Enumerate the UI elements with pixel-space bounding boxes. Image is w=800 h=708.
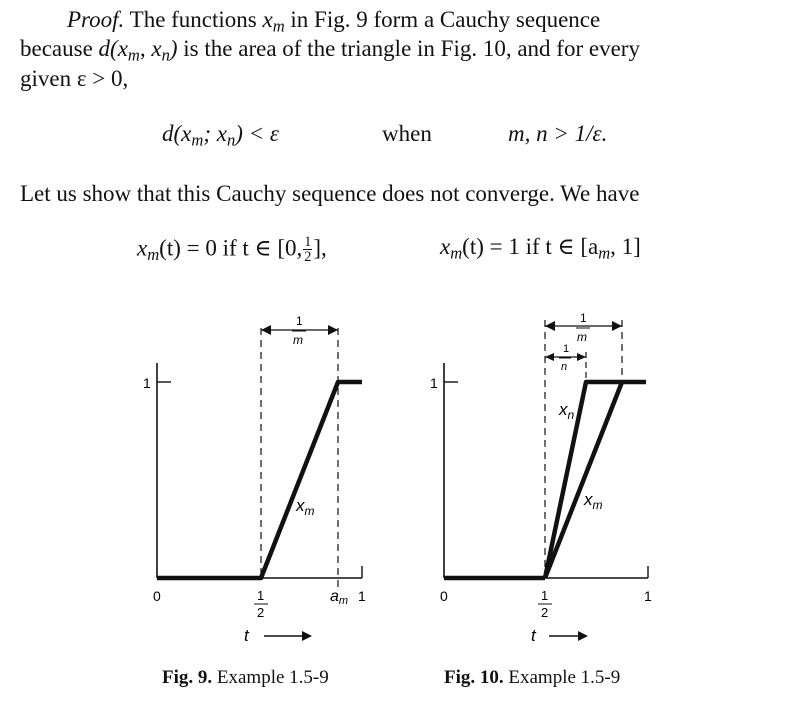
- fig10-width-m-head-left: [545, 321, 555, 331]
- fig10-width-m-head-right: [612, 321, 622, 331]
- proof-label: Proof.: [67, 7, 125, 32]
- text-segment: The functions: [129, 7, 257, 32]
- fig9-t-label: t: [244, 626, 249, 645]
- fig9-t-arrowhead: [302, 631, 312, 641]
- fig10-x-zero-label: 0: [440, 588, 448, 604]
- fig9-curve-xm: [157, 382, 362, 578]
- fig10-width-n-head-right: [577, 353, 586, 361]
- fig9-x-half-num: 1: [257, 588, 265, 603]
- fig10-width-m-den: m: [577, 330, 587, 344]
- fig9-width-num: 1: [296, 314, 303, 328]
- display-equation-lhs: $d(x_m$; $x_n) < \varepsilon$: [162, 121, 279, 150]
- fig9-arrowhead-right: [328, 325, 338, 335]
- fig9-caption-text: Example 1.5-9: [216, 667, 329, 688]
- text-segment: in Fig. 9 form a Cauchy sequence: [290, 7, 601, 32]
- fig9-curve-label: $x_m$: [296, 496, 315, 518]
- fig10-labels: [430, 311, 652, 645]
- display-equation-rhs: m, n > 1/ε.: [508, 121, 608, 146]
- fig10-width-n-head-left: [545, 353, 554, 361]
- fig10-width-n-den: n: [561, 361, 568, 373]
- fig10-width-m-num: 1: [580, 311, 587, 325]
- fig10-caption-label: Fig. 10.: [444, 667, 504, 688]
- text-segment: is the area of the triangle in Fig. 10, and for every: [183, 36, 640, 61]
- fig9-caption-label: Fig. 9.: [162, 667, 213, 688]
- fig10-caption-text: Example 1.5-9: [508, 667, 621, 688]
- fig10-curve-xm-label: $x_m$: [584, 490, 603, 512]
- fig9-labels: [143, 314, 366, 645]
- fig10-curve-xn-label: $x_n$: [559, 400, 575, 422]
- fig10-x-one-label: 1: [644, 588, 652, 604]
- math-xm: $x_m$: [262, 7, 285, 36]
- fig10-caption: [444, 667, 620, 689]
- fig9-diagram: [157, 325, 362, 592]
- fig10-t-label: t: [531, 626, 536, 645]
- display-case-left: $x_m(t) = 0$ if t ∈ [0, $\frac{1}{2}$ ],: [137, 234, 327, 266]
- fig10-x-half-num: 1: [541, 588, 549, 603]
- fig9-caption: [162, 667, 329, 689]
- text-segment: given ε > 0,: [20, 66, 129, 91]
- fig9-width-den: m: [293, 333, 303, 347]
- math-distance: $d(x_m$, $x_n$): [98, 36, 178, 65]
- text-line-4: Let us show that this Cauchy sequence does not converge. We have: [20, 181, 640, 206]
- display-case-right: $x_m(t) = 1$ if t ∈ [$a_m$, 1]: [440, 234, 641, 263]
- fig10-width-n-num: 1: [563, 343, 570, 355]
- fig10-y-tick-label: 1: [430, 375, 438, 391]
- fig9-arrowhead-left: [261, 325, 271, 335]
- fig10-x-half-den: 2: [541, 605, 549, 620]
- fig10-t-arrowhead: [578, 631, 588, 641]
- text-segment: because: [20, 36, 93, 61]
- fig9-x-am-label: am: [330, 588, 349, 607]
- fig10-diagram: [444, 320, 648, 578]
- fraction-half: $\frac{1}{2}$: [304, 234, 312, 266]
- fig9-x-zero-label: 0: [153, 588, 161, 604]
- fig9-y-tick-label: 1: [143, 375, 151, 391]
- fig9-x-half-den: 2: [257, 605, 265, 620]
- display-equation-when: when: [382, 121, 432, 146]
- fig9-x-one-label: 1: [358, 588, 366, 604]
